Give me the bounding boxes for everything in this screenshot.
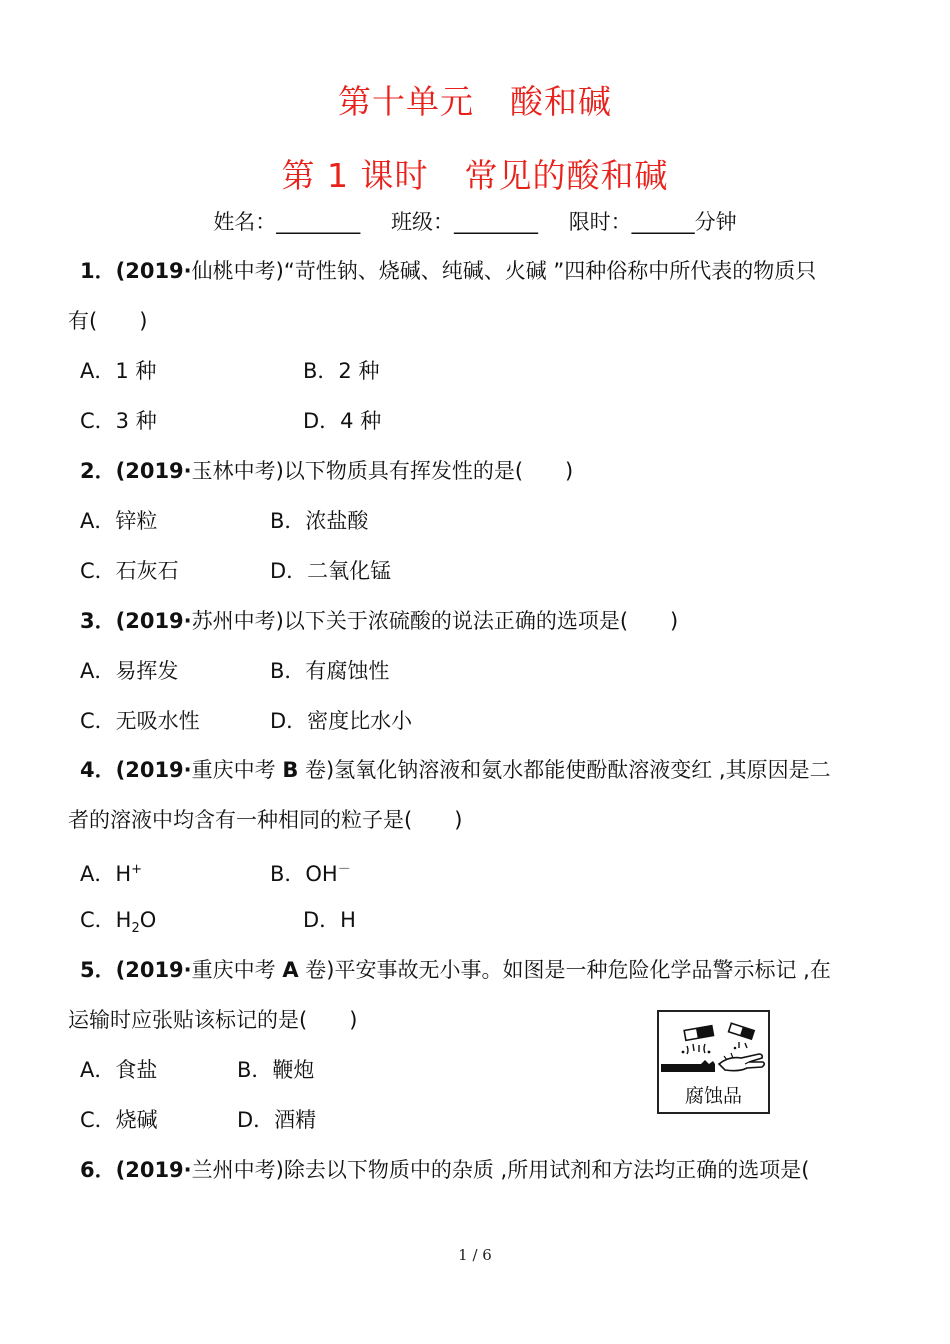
unit-title xyxy=(0,76,950,123)
question-source: ．(2019· xyxy=(94,259,192,283)
question-3 xyxy=(80,606,678,636)
option-d: D．酒精 xyxy=(237,1108,317,1132)
question-source: ．(2019· xyxy=(94,609,192,633)
option-c: C．3 种 xyxy=(80,409,157,433)
question-text-cont: 卷)氢氧化钠溶液和氨水都能使酚酞溶液变红 ,其原因是二 xyxy=(298,758,831,782)
lesson-name: 常见的酸和碱 xyxy=(464,156,669,195)
option-b: B．OH－ xyxy=(270,862,351,886)
question-2 xyxy=(80,456,573,486)
option-a: A．H+ xyxy=(80,862,143,886)
question-source: ．(2019· xyxy=(94,1158,192,1182)
option-a: A．食盐 xyxy=(80,1058,158,1082)
question-text: 玉林中考)以下物质具有挥发性的是( ) xyxy=(191,459,574,483)
question-text: 仙桃中考)“苛性钠、烧碱、纯碱、火碱 ”四种俗称中所代表的物质只 xyxy=(191,259,817,283)
option-b: B．有腐蚀性 xyxy=(270,659,390,683)
question-5-cont: 运输时应张贴该标记的是( ) xyxy=(68,1008,358,1032)
option-c: C．石灰石 xyxy=(80,559,179,583)
page-number: 1 / 6 xyxy=(458,1246,492,1264)
option-d: D．H xyxy=(303,908,356,932)
question-number: 5 xyxy=(80,958,95,982)
question-source: ．(2019· xyxy=(94,758,192,782)
name-field: 姓名：________ xyxy=(213,210,361,234)
question-source: ．(2019· xyxy=(94,958,192,982)
question-4 xyxy=(80,755,831,785)
question-source: ．(2019· xyxy=(94,459,192,483)
question-text: 苏州中考)以下关于浓硫酸的说法正确的选项是( ) xyxy=(191,609,679,633)
student-info xyxy=(0,206,950,236)
question-6 xyxy=(80,1155,809,1185)
question-1-cont: 有( ) xyxy=(68,309,148,333)
corrosive-symbol-icon xyxy=(659,1012,768,1082)
option-a: A．易挥发 xyxy=(80,659,179,683)
question-text: 兰州中考)除去以下物质中的杂质 ,所用试剂和方法均正确的选项是( xyxy=(191,1158,810,1182)
figure-label: 腐蚀品 xyxy=(684,1085,742,1107)
option-b: B．鞭炮 xyxy=(237,1058,315,1082)
question-number: 2 xyxy=(80,459,95,483)
option-c: C．无吸水性 xyxy=(80,709,200,733)
option-d: D．二氧化锰 xyxy=(270,559,392,583)
corrosive-hazard-label xyxy=(657,1010,770,1114)
option-d: D．4 种 xyxy=(303,409,382,433)
question-number: 3 xyxy=(80,609,95,633)
lesson-number: 第 1 课时 xyxy=(281,156,429,195)
option-c: C．$H_2O$ xyxy=(80,908,157,937)
time-field: 限时：______分钟 xyxy=(568,210,737,234)
option-a: A．1 种 xyxy=(80,359,157,383)
option-d: D．密度比水小 xyxy=(270,709,413,733)
question-1 xyxy=(80,256,816,286)
option-c: C．烧碱 xyxy=(80,1108,158,1132)
option-b: B．2 种 xyxy=(303,359,380,383)
question-text-cont: 卷)平安事故无小事。如图是一种危险化学品警示标记 ,在 xyxy=(298,958,831,982)
paper-volume: A xyxy=(282,958,299,982)
question-number: 6 xyxy=(80,1158,95,1182)
question-number: 1 xyxy=(80,259,95,283)
question-5 xyxy=(80,955,831,985)
unit-name: 酸和碱 xyxy=(510,82,612,121)
class-field: 班级：________ xyxy=(391,210,538,234)
question-number: 4 xyxy=(80,758,95,782)
paper-volume: B xyxy=(282,758,299,782)
question-text: 重庆中考 xyxy=(191,758,283,782)
option-b: B．浓盐酸 xyxy=(270,509,369,533)
option-a: A．锌粒 xyxy=(80,509,158,533)
lesson-title xyxy=(0,150,950,197)
unit-number: 第十单元 xyxy=(338,82,474,121)
question-4-cont: 者的溶液中均含有一种相同的粒子是( ) xyxy=(68,808,463,832)
question-text: 重庆中考 xyxy=(191,958,283,982)
